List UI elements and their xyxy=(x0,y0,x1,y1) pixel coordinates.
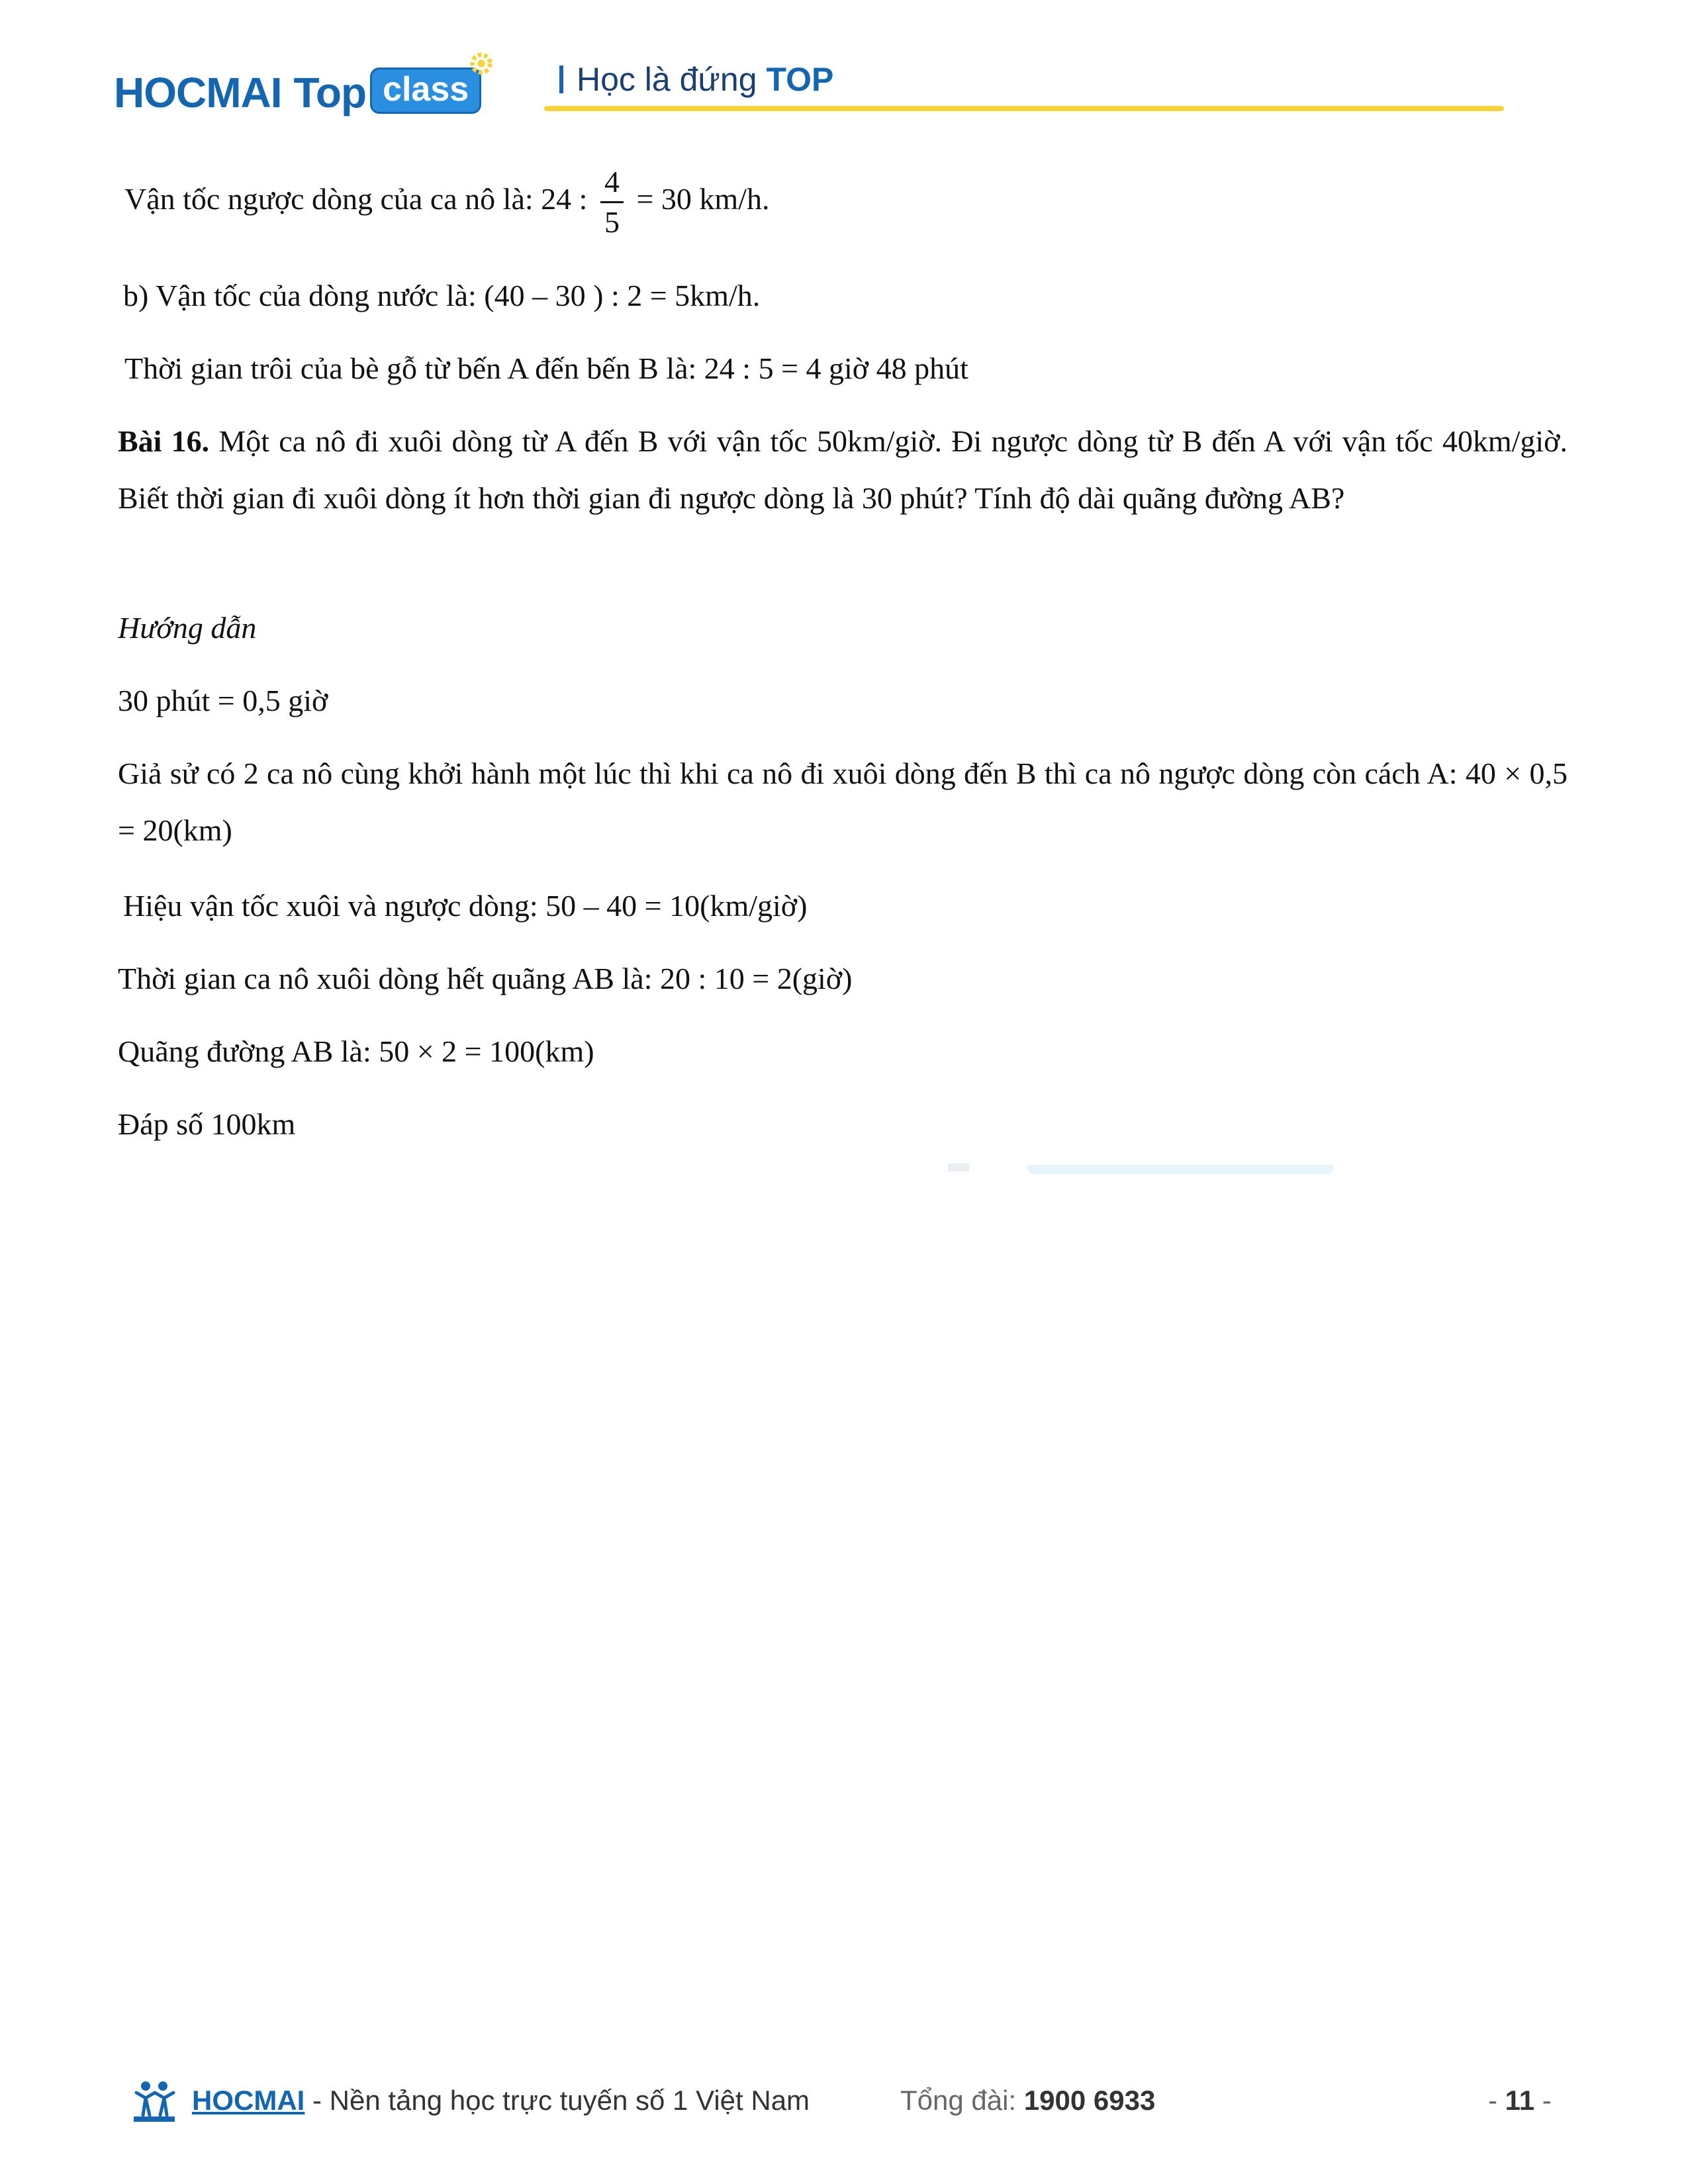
scan-artifact-band xyxy=(1027,1165,1333,1174)
scan-artifact xyxy=(948,1163,969,1171)
fraction-numerator: 4 xyxy=(600,167,624,203)
hotline-label: Tổng đài: xyxy=(900,2085,1024,2116)
logo-hocmai-text: HOCMAI xyxy=(114,69,282,116)
hocmai-topclass-logo xyxy=(114,41,481,114)
fraction-denominator: 5 xyxy=(604,205,620,239)
tagline-divider xyxy=(559,66,563,93)
upstream-speed-line xyxy=(124,163,769,238)
tagline-prefix: Học là đứng xyxy=(577,61,757,98)
page-number xyxy=(1488,2085,1552,2116)
tagline-top: TOP xyxy=(766,61,834,98)
solution-step-3: Hiệu vận tốc xuôi và ngược dòng: 50 – 40 = 10(km/giờ) xyxy=(123,889,808,923)
page-suffix: - xyxy=(1534,2085,1552,2116)
page-prefix: - xyxy=(1488,2085,1505,2116)
problem-16 xyxy=(118,413,1568,527)
upstream-speed-prefix: Vận tốc ngược dòng của ca nô là: 24 : xyxy=(124,182,588,216)
page-header xyxy=(0,0,1688,132)
hocmai-people-icon xyxy=(131,2078,177,2124)
guide-heading: Hướng dẫn xyxy=(118,611,257,645)
solution-step-4: Thời gian ca nô xuôi dòng hết quãng AB là: 20 : 10 = 2(giờ) xyxy=(118,962,853,995)
upstream-speed-suffix: = 30 km/h. xyxy=(636,182,770,216)
current-speed-line: b) Vận tốc của dòng nước là: (40 – 30 ) : 2 = 5km/h. xyxy=(123,279,761,312)
footer-brand-link[interactable]: HOCMAI xyxy=(192,2085,305,2116)
header-underline xyxy=(544,106,1504,111)
logo-class-badge xyxy=(370,68,481,114)
page-number-value: 11 xyxy=(1505,2085,1535,2116)
logo-class-text: class xyxy=(383,70,469,109)
solution-step-5: Quãng đường AB là: 50 × 2 = 100(km) xyxy=(118,1034,594,1068)
solution-step-2: Giả sử có 2 ca nô cùng khởi hành một lúc thì khi ca nô đi xuôi dòng đến B thì ca nô ngược dòng còn cách A: 40 × 0,5 = 20(km) xyxy=(118,756,1568,847)
hotline-number: 1900 6933 xyxy=(1023,2085,1156,2116)
solution-step-1: 30 phút = 0,5 giờ xyxy=(118,684,328,717)
gear-icon xyxy=(469,51,494,76)
footer-slogan xyxy=(192,2085,810,2116)
footer-slogan-text: - Nền tảng học trực tuyến số 1 Việt Nam xyxy=(305,2085,810,2116)
header-tagline xyxy=(559,58,833,101)
fraction xyxy=(600,164,624,239)
logo-top-text: Top xyxy=(293,69,367,116)
footer-hotline xyxy=(900,2085,1155,2116)
problem-text: Một ca nô đi xuôi dòng từ A đến B với vận tốc 50km/giờ. Đi ngược dòng từ B đến A với vận tốc 40km/giờ. Biết thời gian đi xuôi dòng ít hơn thời gian đi ngược dòng là 30 phút? Tính độ dài quãng đường AB? xyxy=(118,424,1568,515)
raft-time-line: Thời gian trôi của bè gỗ từ bến A đến bến B là: 24 : 5 = 4 giờ 48 phút xyxy=(124,351,968,385)
final-answer: Đáp số 100km xyxy=(118,1107,296,1141)
page-footer xyxy=(0,2078,1688,2131)
problem-label: Bài 16. xyxy=(118,424,210,458)
